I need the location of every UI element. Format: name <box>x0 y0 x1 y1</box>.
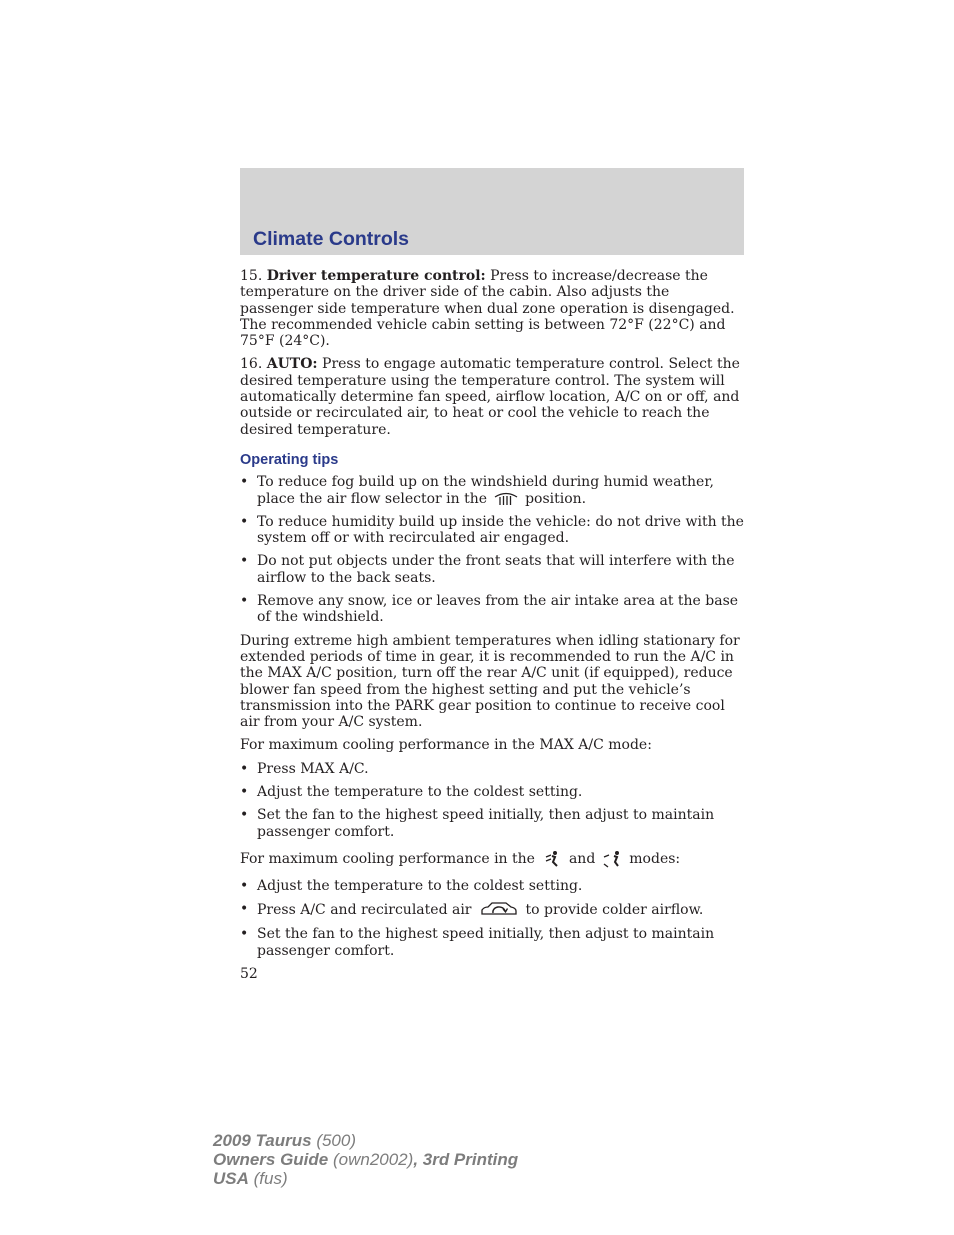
list-item: • Remove any snow, ice or leaves from the air intake area at the base of the windshield. <box>240 593 744 626</box>
list-item: • To reduce fog build up on the windshield during humid weather, place the air flow selector in the position. <box>240 474 744 507</box>
item-number: 16. <box>240 356 263 373</box>
list-item: • To reduce humidity build up inside the vehicle: do not drive with the system off or with recirculated air engaged. <box>240 514 744 547</box>
document-footer <box>213 1131 518 1188</box>
item-term: AUTO: <box>266 356 318 373</box>
panel-floor-icon <box>601 850 623 868</box>
tips-list <box>240 474 744 625</box>
body-paragraph: During extreme high ambient temperatures when idling stationary for extended periods of time in gear, it is recommended to run the A/C in the MAX A/C position, turn off the rear A/C unit (if equipped), reduce blower fan speed from the highest setting and put the vehicle’s transmission into the PARK gear position to continue to receive cool air from your A/C system. <box>240 632 740 731</box>
panel-modes-list <box>240 878 744 959</box>
footer-line-3: USA (fus) <box>213 1169 288 1188</box>
section-title: Climate Controls <box>253 228 410 250</box>
item-text: Press to engage automatic temperature control. Select the desired temperature using the temperature control. The system will automatically determine fan speed, airflow location, A/C on or off, and outside or recirculated air, to heat or cool the vehicle to reach the desired temperature. <box>240 356 740 438</box>
body-paragraph: For maximum cooling performance in the MAX A/C mode: <box>240 737 652 754</box>
operating-tips-heading: Operating tips <box>240 451 339 468</box>
list-item: • Press A/C and recirculated air to provide colder airflow. <box>240 901 744 919</box>
section-header <box>240 168 744 255</box>
panel-vent-icon <box>541 850 563 868</box>
list-item: • Adjust the temperature to the coldest setting. <box>240 784 744 800</box>
page-number: 52 <box>240 965 258 982</box>
list-item: • Do not put objects under the front seats that will interfere with the airflow to the back seats. <box>240 553 744 586</box>
body-paragraph: For maximum cooling performance in the and modes: <box>240 850 681 867</box>
recirculate-icon <box>478 901 520 919</box>
list-item: • Adjust the temperature to the coldest setting. <box>240 878 744 894</box>
defrost-icon <box>493 491 519 507</box>
list-item: • Press MAX A/C. <box>240 761 744 777</box>
item-15 <box>240 268 744 349</box>
page-content <box>240 268 744 982</box>
item-text: Press to increase/decrease the temperature on the driver side of the cabin. Also adjusts the passenger side temperature when dual zone operation is disengaged. The recommended vehicle cabin setting is between 72°F (22°C) and 75°F (24°C). <box>240 268 735 350</box>
list-item: • Set the fan to the highest speed initially, then adjust to maintain passenger comfort. <box>240 807 744 840</box>
footer-line-1: 2009 Taurus (500) <box>213 1131 357 1150</box>
item-16 <box>240 356 744 437</box>
item-term: Driver temperature control: <box>266 268 486 284</box>
footer-line-2: Owners Guide (own2002), 3rd Printing <box>213 1150 519 1169</box>
list-item: • Set the fan to the highest speed initially, then adjust to maintain passenger comfort. <box>240 926 744 959</box>
item-number: 15. <box>240 268 263 284</box>
max-ac-list <box>240 761 744 840</box>
